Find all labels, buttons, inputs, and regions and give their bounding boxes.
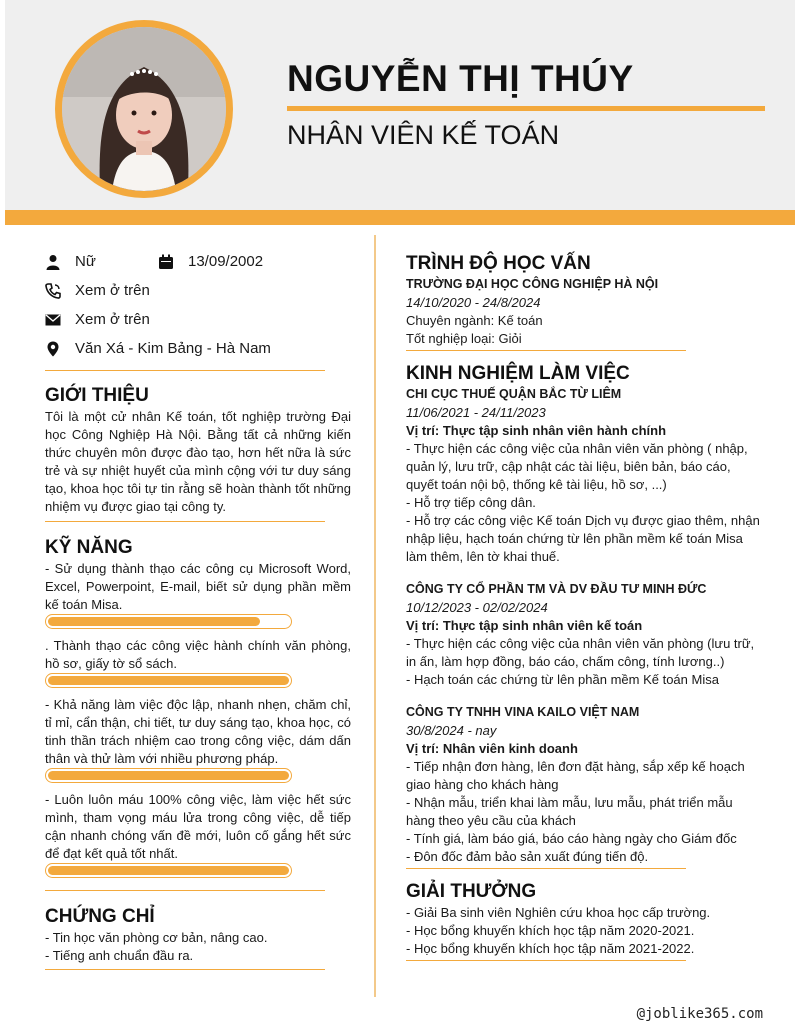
skill-text-3: - Khả năng làm việc độc lập, nhanh nhẹn, chăm chỉ, tỉ mỉ, cẩn thận, chi tiết, tư duy sáng tạo, khoa học, có tinh thần trách nhiệm cao trong công việc, dám dấn thân và thử làm với nhiều phương pháp. — [45, 697, 351, 766]
education-major: Chuyên ngành: Kế toán — [406, 313, 543, 328]
cert-item-2: - Tiếng anh chuẩn đầu ra. — [45, 948, 194, 963]
education-school: TRƯỜNG ĐẠI HỌC CÔNG NGHIỆP HÀ NỘI — [406, 277, 659, 291]
education-title: TRÌNH ĐỘ HỌC VẤN — [406, 253, 591, 274]
contact-gender — [45, 253, 96, 270]
job-1-line-7: làm thêm, lên tờ khai thuế. — [406, 549, 560, 564]
profile-photo-icon — [62, 27, 226, 191]
skill-bar-2 — [45, 673, 292, 688]
candidate-name: NGUYỄN THỊ THÚY — [287, 58, 634, 99]
intro-text: Tôi là một cử nhân Kế toán, tốt nghiệp trường Đại học Công Nghiệp Hà Nội. Bằng tất cả những kiến thức chuyên môn được đào tạo, hơn hết nữa là sức trẻ và sự nhiệt huyết của mình cộng với tư duy sáng tạo, khoa học tôi tự tin rằng sẽ hoàn thành tốt những nhiệm vụ được giao tại công ty. — [45, 409, 351, 514]
divider-skills — [45, 890, 325, 891]
skills-title: KỸ NĂNG — [45, 537, 133, 558]
contact-address — [45, 340, 271, 357]
divider-certs — [45, 969, 325, 970]
award-item-1: - Giải Ba sinh viên Nghiên cứu khoa học cấp trường. — [406, 905, 711, 920]
birthday-text: 13/09/2002 — [188, 253, 264, 270]
contact-email — [45, 311, 150, 328]
intro-title: GIỚI THIỆU — [45, 385, 149, 406]
watermark: @joblike365.com — [636, 1006, 763, 1022]
divider-contact — [45, 370, 325, 371]
name-underline — [287, 106, 765, 111]
address-text: Văn Xá - Kim Bảng - Hà Nam — [75, 340, 271, 357]
location-pin-icon — [45, 341, 61, 357]
skill-text-2: . Thành thạo các công việc hành chính văn phòng, hồ sơ, giấy tờ sổ sách. — [45, 638, 351, 671]
skill-bar-fill-2 — [48, 676, 289, 685]
job-3-period: 30/8/2024 - nay — [406, 723, 497, 738]
job-2-line-1: - Thực hiện các công việc của nhân viên văn phòng (lưu trữ, — [406, 636, 755, 651]
certs-title: CHỨNG CHỈ — [45, 906, 155, 927]
awards-title: GIẢI THƯỞNG — [406, 881, 537, 902]
job-3-line-2: giao hàng cho khách hàng — [406, 777, 559, 792]
skill-bar-3 — [45, 768, 292, 783]
envelope-icon — [45, 312, 61, 328]
job-3-line-5: - Tính giá, làm báo giá, báo cáo hàng ngày cho Giám đốc — [406, 831, 737, 846]
divider-experience — [406, 868, 686, 869]
divider-awards — [406, 960, 686, 961]
job-1-line-3: quyết toán nội bộ, thống kê tài liệu, hồ sơ, ...) — [406, 477, 667, 492]
job-2-period: 10/12/2023 - 02/02/2024 — [406, 600, 548, 615]
job-1-line-6: nhập liệu, hạch toán chứng từ lên phần mềm kế toán Misa — [406, 531, 743, 546]
job-2-company: CÔNG TY CỔ PHẦN TM VÀ DV ĐẦU TƯ MINH ĐỨC — [406, 582, 707, 596]
award-item-2: - Học bổng khuyến khích học tập năm 2020-2021. — [406, 923, 695, 938]
job-2-position: Vị trí: Thực tập sinh nhân viên kế toán — [406, 618, 643, 633]
education-period: 14/10/2020 - 24/8/2024 — [406, 295, 541, 310]
header-accent-bar — [5, 210, 795, 225]
skill-bar-fill-3 — [48, 771, 289, 780]
job-3-line-1: - Tiếp nhận đơn hàng, lên đơn đặt hàng, sắp xếp kế hoạch — [406, 759, 745, 774]
phone-text: Xem ở trên — [75, 282, 150, 299]
experience-title: KINH NGHIỆM LÀM VIỆC — [406, 363, 630, 384]
cert-item-1: - Tin học văn phòng cơ bản, nâng cao. — [45, 930, 268, 945]
job-3-line-6: - Đôn đốc đảm bảo sản xuất đúng tiến độ. — [406, 849, 649, 864]
skill-bar-fill-1 — [48, 617, 260, 626]
job-1-company: CHI CỤC THUẾ QUẬN BẮC TỪ LIÊM — [406, 387, 622, 401]
divider-intro — [45, 521, 325, 522]
skill-text-1: - Sử dụng thành thạo các công cụ Microsoft Word, Excel, Powerpoint, E-mail, biết sử dụng phần mềm kế toán Misa. — [45, 561, 351, 612]
job-2-line-2: in ấn, làm hợp đồng, báo cáo, chấm công, tính lương..) — [406, 654, 725, 669]
skill-bar-fill-4 — [48, 866, 289, 875]
gender-text: Nữ — [75, 253, 96, 270]
job-1-line-5: - Hỗ trợ các công việc Kế toán Dịch vụ được giao thêm, nhận — [406, 513, 760, 528]
contact-phone — [45, 282, 150, 299]
skill-text-4: - Luôn luôn máu 100% công việc, làm việc hết sức mình, tham vọng máu lửa trong công việc, dễ tiếp cận nhanh chóng vấn đề mới, luôn cố gắng hết sức để đạt kết quả tốt nhất. — [45, 792, 351, 861]
skill-bar-4 — [45, 863, 292, 878]
calendar-icon — [158, 254, 174, 270]
award-item-3: - Học bổng khuyến khích học tập năm 2021-2022. — [406, 941, 695, 956]
education-grade: Tốt nghiệp loại: Giỏi — [406, 331, 522, 346]
job-2-line-3: - Hạch toán các chứng từ lên phần mềm Kế toán Misa — [406, 672, 719, 687]
job-1-line-1: - Thực hiện các công việc của nhân viên văn phòng ( nhập, — [406, 441, 748, 456]
job-1-position: Vị trí: Thực tập sinh nhân viên hành chính — [406, 423, 667, 438]
column-divider — [374, 235, 376, 997]
divider-education — [406, 350, 686, 351]
job-title: NHÂN VIÊN KẾ TOÁN — [287, 120, 560, 150]
job-3-company: CÔNG TY TNHH VINA KAILO VIỆT NAM — [406, 705, 640, 719]
skill-bar-1 — [45, 614, 292, 629]
job-1-period: 11/06/2021 - 24/11/2023 — [406, 405, 546, 420]
person-icon — [45, 254, 61, 270]
job-3-line-4: hàng theo yêu cầu của khách — [406, 813, 576, 828]
job-1-line-2: quản lý, lưu trữ, cập nhật các tài liệu, biên bản, báo cáo, — [406, 459, 731, 474]
contact-birthday — [158, 253, 263, 270]
email-text: Xem ở trên — [75, 311, 150, 328]
job-3-line-3: - Nhận mẫu, triển khai làm mẫu, lưu mẫu, phát triển mẫu — [406, 795, 733, 810]
phone-icon — [45, 283, 61, 299]
job-3-position: Vị trí: Nhân viên kinh doanh — [406, 741, 578, 756]
avatar — [55, 20, 233, 198]
job-1-line-4: - Hỗ trợ tiếp công dân. — [406, 495, 536, 510]
